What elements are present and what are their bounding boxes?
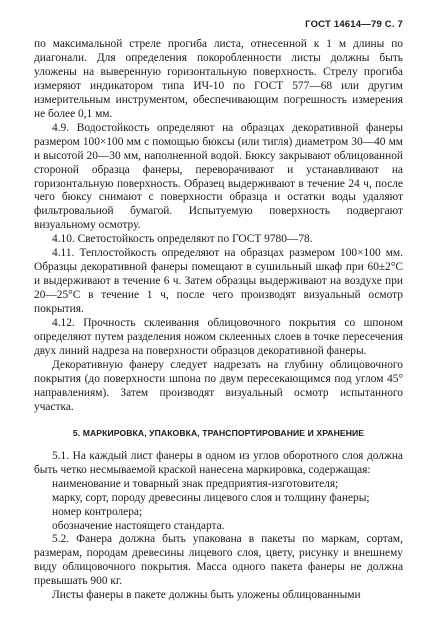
paragraph-warp-continued: по максимальной стреле прогиба листа, отнесенной к 1 м длины по диагонали. Для определения покоробленности листы должны быть уложены на выверенную горизонтальную поверхность. Стрелу прогиба измеряют индикатором типа ИЧ-10 по ГОСТ 577—68 или другим измерительным инструментом, обеспечивающим погрешность измерения не более 0,1 мм.	[34, 38, 403, 120]
document-body	[34, 38, 403, 603]
page-header: ГОСТ 14614—79 С. 7	[305, 19, 403, 30]
list-item-manufacturer: наименование и товарный знак предприятия-изготовителя;	[52, 477, 339, 490]
paragraph-4-12: 4.12. Прочность склеивания облицовочного покрытия со шпоном определяют путем разделения ножом склеенных слоев в точке пересечения двух линий надреза на поверхности образцов декоративной фанеры.	[34, 317, 403, 357]
paragraph-5-2: 5.2. Фанера должна быть упакована в пакеты по маркам, сортам, размерам, породам древесины лицевого слоя, цвету, рисунку и внешнему виду облицовочного покрытия. Масса одного пакета фанеры не должна превышать 900 кг.	[34, 533, 403, 588]
list-item-inspector: номер контролера;	[52, 505, 143, 518]
list-item-grade: марку, сорт, породу древесины лицевого слоя и толщину фанеры;	[52, 491, 370, 504]
section-title: 5. МАРКИРОВКА, УПАКОВКА, ТРАНСПОРТИРОВАНИЕ И ХРАНЕНИЕ	[72, 427, 365, 438]
paragraph-4-11: 4.11. Теплостойкость определяют на образцах размером 100×100 мм. Образцы декоративной фанеры помещают в сушильный шкаф при 60±2°С и выдерживают в течение 6 ч. Затем образцы выдерживают на воздухе при 20—25°С в течение 1 ч, после чего производят визуальный осмотр покрытия.	[34, 247, 403, 316]
paragraph-stacking: Листы фанеры в пакете должны быть уложены облицованными	[52, 589, 361, 602]
paragraph-cut-instructions: Декоративную фанеру следует надрезать на глубину облицовочного покрытия (до поверхности шпона по двум пересекающимся под углом 45° направлениям). Затем производят визуальный осмотр испытанного участка.	[34, 358, 403, 413]
paragraph-5-1: 5.1. На каждый лист фанеры в одном из углов оборотного слоя должна быть четко несмываемой краской нанесена маркировка, содержащая:	[34, 449, 403, 476]
paragraph-4-9: 4.9. Водостойкость определяют на образцах декоративной фанеры размером 100×100 мм с помощью бюксы (или тигля) диаметром 30—40 мм и высотой 20—30 мм, наполненной водой. Бюксу закрывают облицованной стороной образца фанеры, переворачивают и устанавливают на горизонтальную поверхность. Образец выдерживают в течение 24 ч, после чего бюксу снимают с поверхности образца и остатки воды удаляют фильтровальной бумагой. Испытуемую поверхность подвергают визуальному осмотру.	[34, 121, 403, 232]
list-item-standard: обозначение настоящего стандарта.	[52, 519, 225, 532]
paragraph-4-10: 4.10. Светостойкость определяют по ГОСТ 9780—78.	[52, 233, 313, 246]
